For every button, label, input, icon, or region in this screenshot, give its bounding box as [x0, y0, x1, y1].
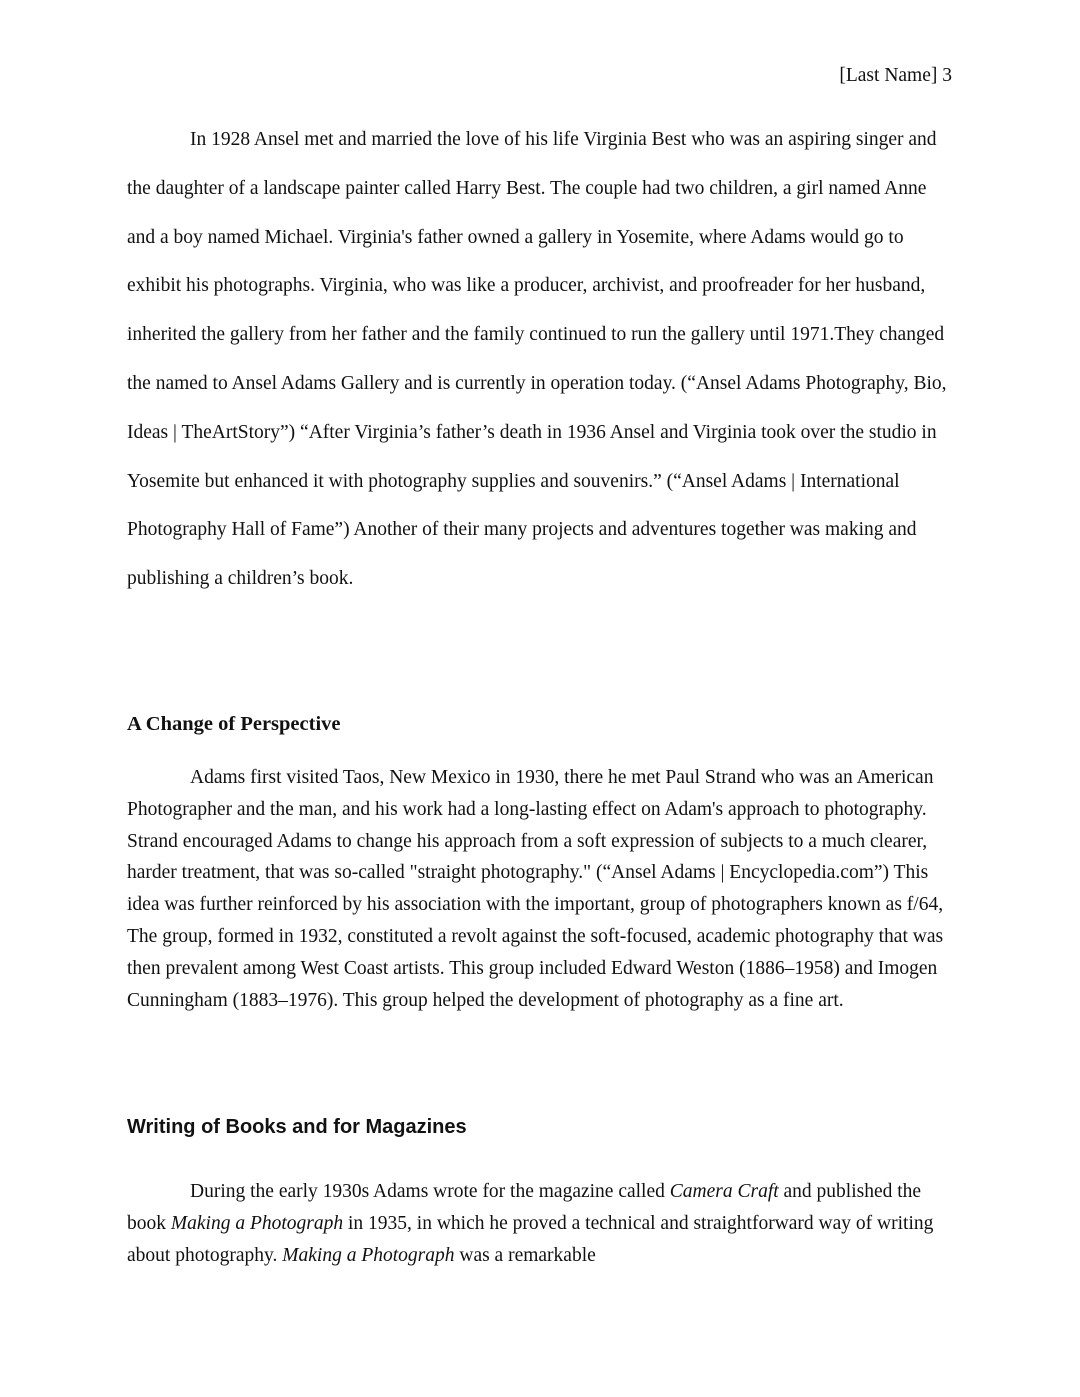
text-segment: During the early 1930s Adams wrote for the magazine called — [190, 1181, 670, 1202]
page-header: [Last Name] 3 — [839, 65, 952, 86]
text-segment: in 1935, in which he proved a technical and straightforward way of writing about photography. — [127, 1212, 934, 1266]
section-heading-writing-books: Writing of Books and for Magazines — [127, 1116, 467, 1138]
section-heading-change-of-perspective: A Change of Perspective — [127, 713, 341, 735]
magazine-title: Camera Craft — [669, 1181, 779, 1202]
paragraph-camera-craft — [127, 1176, 957, 1271]
book-title: Making a Photograph — [282, 1244, 455, 1266]
text-segment: and published the book — [127, 1181, 922, 1234]
book-title: Making a Photograph — [170, 1212, 344, 1234]
paragraph-paul-strand: Adams first visited Taos, New Mexico in 1930, there he met Paul Strand who was an American Photographer and the man, and his work had a long-lasting effect on Adam's approach to photography. Strand encouraged Adams to change his approach from a soft expression of subjects to a much clearer, harder treatment, that was so-called "straight photography." (“Ansel Adams | Encyclopedia.com”) This idea was further reinforced by his association with the important, group of photographers known as f/64, The group, formed in 1932, constituted a revolt against the soft-focused, academic photography that was then prevalent among West Coast artists. This group included Edward Weston (1886–1958) and Imogen Cunningham (1883–1976). This group helped the development of photography as a fine art. — [127, 767, 944, 1011]
paragraph-virginia-best: In 1928 Ansel met and married the love of his life Virginia Best who was an aspiring singer and the daughter of a landscape painter called Harry Best. The couple had two children, a girl named Anne and a boy named Michael. Virginia's father owned a gallery in Yosemite, where Adams would go to exhibit his photographs. Virginia, who was like a producer, archivist, and proofreader for her husband, inherited the gallery from her father and the family continued to run the gallery until 1971.They changed the named to Ansel Adams Gallery and is currently in operation today. (“Ansel Adams Photography, Bio, Ideas | TheArtStory”) “After Virginia’s father’s death in 1936 Ansel and Virginia took over the studio in Yosemite but enhanced it with photography supplies and souvenirs.” (“Ansel Adams | International Photography Hall of Fame”) Another of their many projects and adventures together was making and publishing a children’s book. — [127, 129, 947, 590]
text-segment: was a remarkable — [454, 1244, 596, 1266]
